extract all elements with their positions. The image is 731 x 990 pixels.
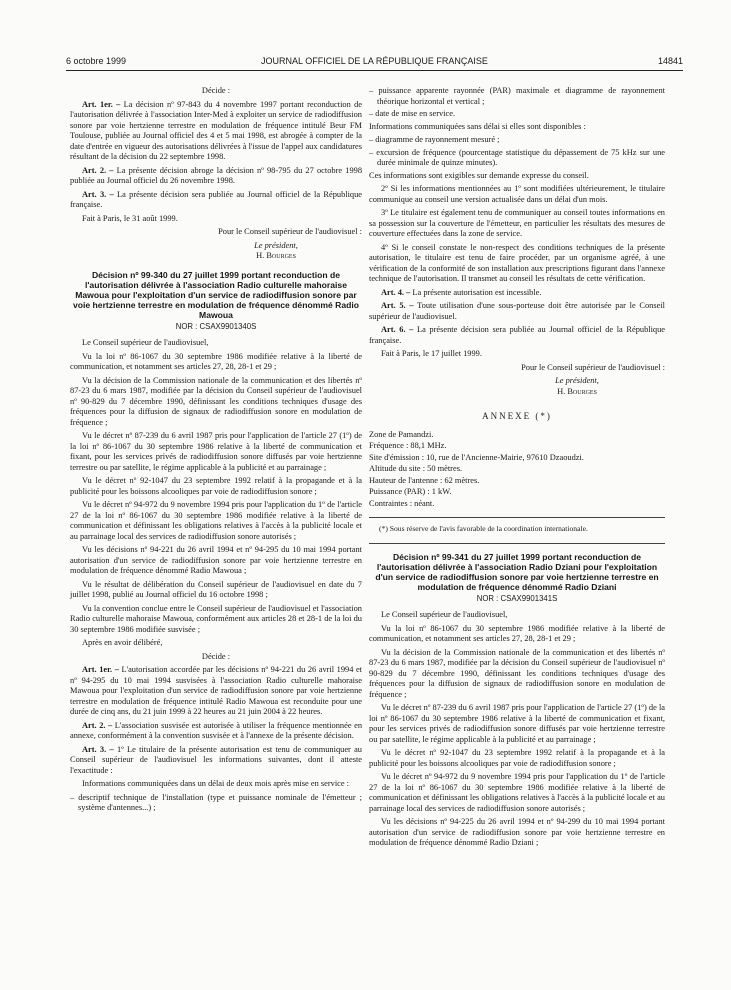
- divider: [369, 543, 665, 544]
- president-label: Le président,: [555, 376, 599, 385]
- annex-line: Site d'émission : 10, rue de l'Ancienne-Mairie, 97610 Dzaoudzi.: [369, 452, 584, 462]
- preamble-paragraph: Vu le décret nº 94-972 du 9 novembre 1994 pris pour l'application du 1º de l'article 27 de la loi nº 86-1067 du 30 septembre 1986 modifiée relative à la liberté de communication et définissant les obligations relatives à l'accès à la publicité locale et au parrainage local des services de radiodiffusion sonore autorisés ;: [70, 500, 362, 541]
- signature-name: H. Bourges: [256, 251, 296, 260]
- article-text: L'autorisation accordée par les décisions nº 94-221 du 26 avril 1994 et nº 94-295 du 10 mai 1994 susvisées à l'association Radio culturelle mahoraise Mawoua pour l'exploitation d'un service de radiodiffusion sonore par voie hertzienne terrestre en modulation de fréquence intitulé Radio Mawoua est reconduite pour une durée de cinq ans, du 21 juin 1999 à 22 heures au 21 juin 2004 à 22 heures.: [70, 665, 363, 716]
- header-page-number: 14841: [657, 56, 683, 66]
- nor-reference: NOR : CSAX9901340S: [175, 321, 257, 331]
- article-paragraph: [70, 745, 362, 777]
- page-header: [66, 56, 683, 71]
- preamble-paragraph: Le Conseil supérieur de l'audiovisuel,: [381, 610, 508, 619]
- article-paragraph: [70, 166, 362, 187]
- signature-name: H. Bourges: [557, 386, 597, 396]
- article-label: Art. 4. –: [381, 287, 411, 297]
- body-paragraph: 4º Si le conseil constate le non-respect des conditions techniques de la présente autorisation, le titulaire est tenu de faire procéder, par un organisme agréé, à une vérification de la conformité de son installation aux prescriptions figurant dans l'annexe technique de l'autorisation. Il transmet au conseil les résultats de cette vérification.: [369, 242, 665, 283]
- article-label: Art. 1er. –: [82, 665, 119, 674]
- nor-reference: NOR : CSAX9901341S: [476, 593, 558, 603]
- article-text: 1º Le titulaire de la présente autorisation est tenu de communiquer au Conseil supérieur de l'audiovisuel les informations suivantes, dont il atteste l'exactitude :: [70, 744, 362, 775]
- decide-heading: Décide :: [201, 86, 231, 95]
- signature-on-behalf: Pour le Conseil supérieur de l'audiovisuel :: [218, 227, 362, 236]
- article-text: La présente autorisation est incessible.: [412, 287, 542, 297]
- signature-title: [369, 376, 665, 387]
- article-paragraph: [70, 100, 362, 163]
- article-label: Art. 1er. –: [82, 99, 121, 109]
- preamble-paragraph: Vu la loi nº 86-1067 du 30 septembre 1986 modifiée relative à la liberté de communication, et notamment ses articles 27, 28, 28-1 et 29 ;: [369, 623, 665, 643]
- signature-title: [70, 241, 362, 252]
- right-column: [369, 86, 665, 852]
- list-item: – excursion de fréquence (pourcentage statistique du dépassement de 75 kHz sur une durée minimale de quinze minutes).: [369, 147, 665, 167]
- footnote: (*) Sous réserve de l'avis favorable de la coordination internationale.: [379, 524, 588, 533]
- article-label: Art. 6. –: [381, 325, 414, 334]
- decision-title: Décision nº 99-341 du 27 juillet 1999 portant reconduction de l'autorisation délivrée à l'association Radio Dziani pour l'exploitation d'un service de radiodiffusion sonore par voie hertzienne terrestre en modulation de fréquence dénommé Radio Dziani: [375, 551, 659, 592]
- preamble-paragraph: Vu la décision de la Commission nationale de la communication et des libertés nº 87-23 du 6 mars 1987, modifiée par la décision du Conseil supérieur de l'audiovisuel nº 90-829 du 7 décembre 1990, définissant les conditions techniques d'usage des fréquences pour la diffusion de signaux de radiodiffusion sonore en modulation de fréquence ;: [369, 647, 665, 699]
- preamble-paragraph: Vu la décision de la Commission nationale de la communication et des libertés nº 87-23 du 6 mars 1987, modifiée par la décision du Conseil supérieur de l'audiovisuel nº 90-829 du 7 décembre 1990, définissant les conditions techniques d'usage des fréquences pour la diffusion de signaux de radiodiffusion sonore en modulation de fréquence ;: [70, 375, 362, 427]
- preamble-paragraph: Le Conseil supérieur de l'audiovisuel,: [82, 338, 209, 347]
- list-item: – descriptif technique de l'installation (type et puissance nominale de l'émetteur ; système d'antennes...) ;: [70, 792, 362, 812]
- annex-line: Puissance (PAR) : 1 kW.: [369, 487, 452, 496]
- info-intro: Informations communiquées dans un délai de deux mois après mise en service :: [82, 779, 349, 788]
- preamble-paragraph: Vu le décret nº 92-1047 du 23 septembre 1992 relatif à la propagande et à la publicité pour les boissons alcooliques par voie de radiodiffusion sonore ;: [70, 476, 362, 496]
- annex-block: [369, 430, 665, 510]
- article-text: La présente décision sera publiée au Journal officiel de la République française.: [70, 189, 363, 209]
- divider: [369, 517, 665, 518]
- annex-line: Hauteur de l'antenne : 62 mètres.: [369, 475, 480, 485]
- article-paragraph: [70, 721, 362, 742]
- preamble-paragraph: Vu les décisions nº 94-221 du 26 avril 1994 et nº 94-295 du 10 mai 1994 portant autorisation d'un service de radiodiffusion sonore par voie hertzienne terrestre en modulation de fréquence dénommé Radio Mawoua ;: [70, 545, 362, 575]
- header-date: 6 octobre 1999: [66, 56, 127, 66]
- president-label: Le président,: [254, 240, 298, 250]
- left-column: [70, 86, 362, 816]
- header-journal: JOURNAL OFFICIEL DE LA RÉPUBLIQUE FRANÇAISE: [261, 56, 488, 66]
- preamble-paragraph: Vu les décisions nº 94-225 du 26 avril 1994 et nº 94-299 du 10 mai 1994 portant autorisation d'un service de radiodiffusion sonore par voie hertzienne terrestre en modulation de fréquence dénommé Radio Dziani ;: [369, 817, 665, 847]
- preamble-paragraph: Vu le résultat de délibération du Conseil supérieur de l'audiovisuel en date du 7 juillet 1998, publié au Journal officiel du 16 octobre 1998 ;: [70, 579, 362, 599]
- article-text: L'association susvisée est autorisée à utiliser la fréquence mentionnée en annexe, conformément à la convention susvisée et à l'annexe de la présente décision.: [70, 720, 363, 740]
- article-paragraph: [70, 665, 362, 718]
- article-paragraph: [369, 325, 665, 346]
- decision-title: Décision nº 99-340 du 27 juillet 1999 portant reconduction de l'autorisation délivrée à l'association Radio culturelle mahoraise Mawoua pour l'exploitation d'un service de radiodiffusion sonore par voie hertzienne terrestre en modulation de fréquence dénommé Radio Mawoua: [72, 269, 360, 320]
- list-item: – puissance apparente rayonnée (PAR) maximale et diagramme de rayonnement théorique horizontal et vertical ;: [369, 86, 665, 106]
- article-text: La présente décision abroge la décision nº 98-795 du 27 octobre 1998 publiée au Journal officiel du 26 novembre 1998.: [70, 165, 363, 185]
- article-label: Art. 5. –: [381, 301, 414, 310]
- preamble-paragraph: Vu le décret nº 87-239 du 6 avril 1987 pris pour l'application de l'article 27 (1º) de la loi nº 86-1067 du 30 septembre 1986 relative à la liberté de communication et fixant, pour les services privés de radiodiffusion sonore diffusés par voie hertzienne terrestre ou par satellite, le régime applicable à la publicité et au parrainage ;: [70, 431, 362, 472]
- preamble-paragraph: Vu le décret nº 92-1047 du 23 septembre 1992 relatif à la propagande et à la publicité pour les boissons alcooliques par voie de radiodiffusion sonore ;: [369, 748, 665, 768]
- article-paragraph: [70, 190, 362, 211]
- body-paragraph: 3º Le titulaire est également tenu de communiquer au conseil toutes informations en sa possession sur la couverture de l'émetteur, en particulier les résultats des mesures de couverture effectuées dans la zone de service.: [369, 208, 665, 238]
- list-item: – diagramme de rayonnement mesuré ;: [369, 135, 500, 144]
- decide-heading: Décide :: [201, 651, 231, 661]
- article-text: Toute utilisation d'une sous-porteuse doit être autorisée par le Conseil supérieur de l'audiovisuel.: [369, 301, 665, 321]
- annex-line: Zone de Pamandzi.: [369, 429, 434, 439]
- signature-on-behalf: Pour le Conseil supérieur de l'audiovisuel :: [521, 362, 665, 372]
- preamble-paragraph: Vu la loi nº 86-1067 du 30 septembre 1986 modifiée relative à la liberté de communication, et notamment ses articles 27, 28, 28-1 et 29 ;: [70, 351, 362, 371]
- list-item: – date de mise en service.: [369, 109, 456, 118]
- article-text: La décision nº 97-843 du 4 novembre 1997 portant reconduction de l'autorisation délivrée à l'association Inter-Med à exploiter un service de radiodiffusion sonore par voie hertzienne terrestre en modulation de fréquence intitulé Beur FM Toulouse, publiée au Journal officiel des 4 et 5 mai 1998, est abrogée à compter de la date d'entrée en vigueur des autorisations délivrées à l'issue de l'appel aux candidatures résultant de la décision du 22 septembre 1998.: [70, 99, 363, 161]
- article-label: Art. 3. –: [82, 744, 114, 754]
- body-paragraph: 2º Si les informations mentionnées au 1º sont modifiées ultérieurement, le titulaire communique au conseil une version actualisée dans un délai d'un mois.: [369, 184, 665, 204]
- preamble-paragraph: Vu le décret nº 94-972 du 9 novembre 1994 pris pour l'application du 1º de l'article 27 de la loi nº 86-1067 du 30 septembre 1986 modifiée relative à la liberté de communication et définissant les obligations relatives à l'accès à la publicité locale et au parrainage local des services de radiodiffusion sonore autorisés ;: [369, 772, 665, 813]
- article-paragraph: [369, 301, 665, 322]
- body-paragraph: Ces informations sont exigibles sur demande expresse du conseil.: [369, 170, 589, 180]
- article-text: La présente décision sera publiée au Journal officiel de la République française.: [369, 325, 666, 345]
- article-paragraph: [369, 288, 665, 299]
- signature-place-date: Fait à Paris, le 31 août 1999.: [82, 213, 178, 223]
- preamble-paragraph: Après en avoir délibéré,: [82, 638, 163, 647]
- annex-line: Contraintes : néant.: [369, 498, 435, 508]
- article-label: Art. 3. –: [82, 189, 114, 199]
- article-label: Art. 2. –: [82, 165, 114, 175]
- signature-place-date: Fait à Paris, le 17 juillet 1999.: [381, 349, 482, 358]
- annex-line: Fréquence : 88,1 MHz.: [369, 441, 447, 450]
- preamble-paragraph: Vu la convention conclue entre le Conseil supérieur de l'audiovisuel et l'association Radio culturelle mahoraise Mawoua, conformément aux articles 28 et 28-1 de la loi du 30 septembre 1986 modifiée susvisée ;: [70, 603, 362, 634]
- article-label: Art. 2. –: [82, 720, 113, 730]
- annex-title: ANNEXE (*): [482, 411, 552, 421]
- info-intro: Informations communiquées sans délai si elles sont disponibles :: [369, 121, 586, 131]
- preamble-paragraph: Vu le décret nº 87-239 du 6 avril 1987 pris pour l'application de l'article 27 (1º) de la loi nº 86-1067 du 30 septembre 1986 relative à la liberté de communication et fixant, pour les services privés de radiodiffusion sonore diffusés par voie hertzienne terrestre ou par satellite, le régime applicable à la publicité et au parrainage ;: [369, 703, 665, 744]
- annex-line: Altitude du site : 50 mètres.: [369, 464, 463, 473]
